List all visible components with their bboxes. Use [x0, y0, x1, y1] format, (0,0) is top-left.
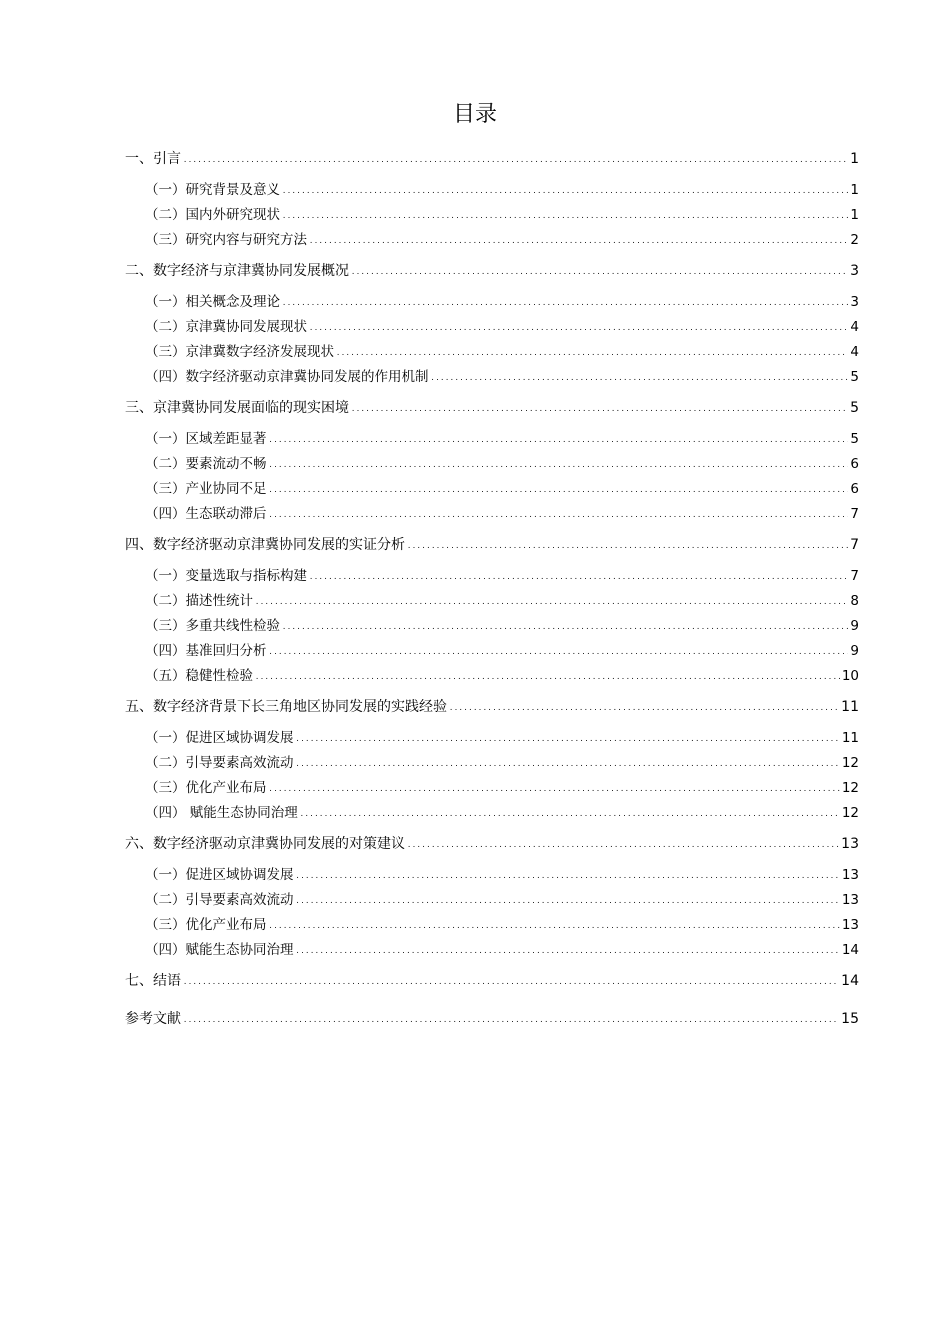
toc-entry-label: （二）京津冀协同发展现状: [145, 319, 307, 335]
toc-section-entry[interactable]: [145, 617, 859, 635]
toc-entry-label: （三）京津冀数字经济发展现状: [145, 344, 334, 360]
toc-page-number: 2: [850, 232, 859, 248]
dot-leader: [296, 892, 840, 910]
toc-page-number: 1: [850, 182, 859, 198]
dot-leader: [282, 207, 848, 225]
toc-entry-label: （四）基准回归分析: [145, 643, 267, 659]
toc-entry-label: （二）引导要素高效流动: [145, 755, 294, 771]
toc-entry-label: 参考文献: [125, 1011, 181, 1027]
dot-leader: [183, 151, 848, 169]
toc-entry-label: （四）生态联动滞后: [145, 506, 267, 522]
toc-page-number: 6: [850, 456, 859, 472]
toc-page-number: 9: [850, 618, 859, 634]
dot-leader: [282, 618, 848, 636]
toc-page-number: 5: [850, 369, 859, 385]
dot-leader: [296, 867, 840, 885]
toc-entry-label: （一）区域差距显著: [145, 431, 267, 447]
toc-page-number: 5: [850, 400, 859, 416]
toc-section-entry[interactable]: [145, 804, 859, 822]
toc-section-entry[interactable]: [145, 729, 859, 747]
toc-page-number: 13: [841, 836, 859, 852]
toc-entry-label: 三、京津冀协同发展面临的现实困境: [125, 400, 349, 416]
toc-page-number: 11: [841, 699, 859, 715]
toc-entry-label: （一）变量选取与指标构建: [145, 568, 307, 584]
toc-section-entry[interactable]: [145, 343, 859, 361]
toc-section-entry[interactable]: [145, 505, 859, 523]
dot-leader: [282, 182, 848, 200]
dot-leader: [309, 232, 848, 250]
toc-page-number: 9: [850, 643, 859, 659]
toc-page-number: 11: [841, 730, 859, 746]
dot-leader: [269, 506, 849, 524]
toc-entry-label: 二、数字经济与京津冀协同发展概况: [125, 263, 349, 279]
toc-section-entry[interactable]: [145, 642, 859, 660]
dot-leader: [183, 1011, 839, 1029]
toc-page-number: 4: [850, 344, 859, 360]
toc-section-entry[interactable]: [145, 891, 859, 909]
toc-section-entry[interactable]: [145, 206, 859, 224]
dot-leader: [407, 537, 848, 555]
dot-leader: [269, 643, 849, 661]
dot-leader: [431, 369, 849, 387]
toc-chapter-entry[interactable]: [125, 835, 859, 853]
dot-leader: [351, 263, 848, 281]
toc-entry-label: （三）研究内容与研究方法: [145, 232, 307, 248]
toc-section-entry[interactable]: [145, 866, 859, 884]
toc-page-number: 7: [850, 568, 859, 584]
toc-entry-label: （二）国内外研究现状: [145, 207, 280, 223]
toc-page-number: 3: [850, 294, 859, 310]
toc-entry-label: （一）促进区域协调发展: [145, 730, 294, 746]
toc-section-entry[interactable]: [145, 480, 859, 498]
toc-entry-label: （三）产业协同不足: [145, 481, 267, 497]
toc-section-entry[interactable]: [145, 455, 859, 473]
dot-leader: [282, 294, 848, 312]
toc-page-number: 13: [841, 917, 859, 933]
toc-page-number: 14: [841, 942, 859, 958]
dot-leader: [183, 973, 839, 991]
toc-entry-label: （二）要素流动不畅: [145, 456, 267, 472]
toc-chapter-entry[interactable]: [125, 262, 859, 280]
toc-page-number: 14: [841, 973, 859, 989]
dot-leader: [269, 481, 849, 499]
toc-entry-label: （一）研究背景及意义: [145, 182, 280, 198]
dot-leader: [351, 400, 848, 418]
toc-entry-label: （一）相关概念及理论: [145, 294, 280, 310]
toc-page-number: 12: [841, 780, 859, 796]
toc-entry-label: （一）促进区域协调发展: [145, 867, 294, 883]
dot-leader: [407, 836, 839, 854]
toc-page-number: 12: [841, 755, 859, 771]
dot-leader: [255, 668, 840, 686]
toc-section-entry[interactable]: [145, 754, 859, 772]
toc-title: 目录: [452, 102, 497, 127]
toc-section-entry[interactable]: [145, 567, 859, 585]
dot-leader: [296, 755, 840, 773]
dot-leader: [269, 780, 840, 798]
toc-page-number: 1: [850, 207, 859, 223]
toc-page-number: 7: [850, 537, 859, 553]
dot-leader: [269, 456, 849, 474]
dot-leader: [296, 942, 840, 960]
toc-chapter-entry[interactable]: [125, 399, 859, 417]
toc-page-number: 15: [841, 1011, 859, 1027]
toc-section-entry[interactable]: [145, 592, 859, 610]
toc-section-entry[interactable]: [145, 779, 859, 797]
toc-chapter-entry[interactable]: [125, 1010, 859, 1028]
toc-entry-label: 五、数字经济背景下长三角地区协同发展的实践经验: [125, 699, 447, 715]
toc-section-entry[interactable]: [145, 941, 859, 959]
dot-leader: [309, 319, 848, 337]
toc-page-number: 13: [841, 892, 859, 908]
toc-page-number: 4: [850, 319, 859, 335]
toc-section-entry[interactable]: [145, 368, 859, 386]
toc-entry-label: （三）优化产业布局: [145, 780, 267, 796]
toc-page-number: 10: [841, 668, 859, 684]
dot-leader: [296, 730, 840, 748]
toc-page-number: 7: [850, 506, 859, 522]
toc-section-entry[interactable]: [145, 667, 859, 685]
toc-page-number: 12: [841, 805, 859, 821]
toc-page-number: 6: [850, 481, 859, 497]
dot-leader: [449, 699, 839, 717]
dot-leader: [269, 431, 849, 449]
toc-entry-label: （四）数字经济驱动京津冀协同发展的作用机制: [145, 369, 429, 385]
toc-entry-label: 六、数字经济驱动京津冀协同发展的对策建议: [125, 836, 405, 852]
toc-page-number: 3: [850, 263, 859, 279]
toc-chapter-entry[interactable]: [125, 536, 859, 554]
toc-page-number: 5: [850, 431, 859, 447]
dot-leader: [255, 593, 848, 611]
toc-section-entry[interactable]: [145, 231, 859, 249]
dot-leader: [300, 805, 840, 823]
toc-entry-label: （五）稳健性检验: [145, 668, 253, 684]
toc-section-entry[interactable]: [145, 293, 859, 311]
toc-entry-label: 一、引言: [125, 151, 181, 167]
dot-leader: [336, 344, 848, 362]
toc-page-number: 8: [850, 593, 859, 609]
dot-leader: [309, 568, 848, 586]
toc-section-entry[interactable]: [145, 916, 859, 934]
toc-entry-label: 七、结语: [125, 973, 181, 989]
toc-entry-label: （四） 赋能生态协同治理: [145, 805, 298, 821]
toc-page-number: 13: [841, 867, 859, 883]
toc-section-entry[interactable]: [145, 430, 859, 448]
toc-entry-label: （四）赋能生态协同治理: [145, 942, 294, 958]
toc-entry-label: （二）引导要素高效流动: [145, 892, 294, 908]
toc-entry-label: （二）描述性统计: [145, 593, 253, 609]
toc-entry-label: （三）多重共线性检验: [145, 618, 280, 634]
dot-leader: [269, 917, 840, 935]
toc-chapter-entry[interactable]: [125, 972, 859, 990]
toc-section-entry[interactable]: [145, 318, 859, 336]
toc-section-entry[interactable]: [145, 181, 859, 199]
toc-chapter-entry[interactable]: [125, 150, 859, 168]
toc-page-number: 1: [850, 151, 859, 167]
toc-chapter-entry[interactable]: [125, 698, 859, 716]
toc-entry-label: 四、数字经济驱动京津冀协同发展的实证分析: [125, 537, 405, 553]
toc-entry-label: （三）优化产业布局: [145, 917, 267, 933]
